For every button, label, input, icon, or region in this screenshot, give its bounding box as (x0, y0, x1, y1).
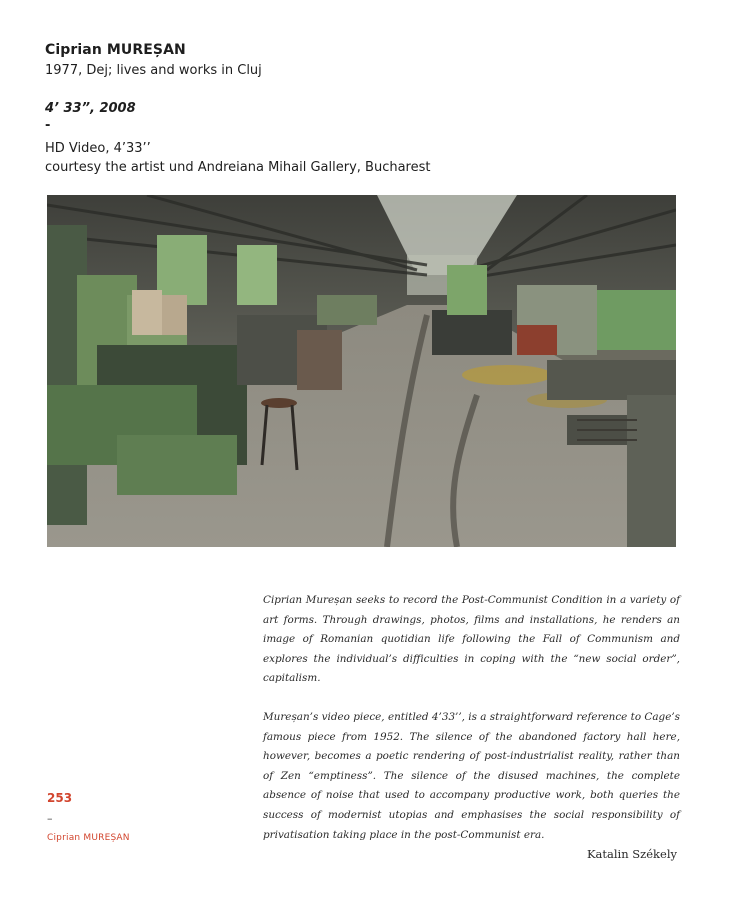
footer-dash: – (47, 812, 53, 825)
essay-author: Katalin Székely (586, 847, 677, 861)
essay-body (263, 591, 680, 845)
artist-bio: 1977, Dej; lives and works in Cluj (45, 63, 262, 78)
factory-hall-photo (47, 195, 676, 547)
courtesy-line: courtesy the artist und Andreiana Mihail Gallery, Bucharest (45, 160, 431, 175)
work-title: 4’ 33”, 2008 (45, 101, 136, 116)
essay-paragraph: Mureșan’s video piece, entitled 4’33’’, is a straightforward reference to Cage’s famous piece from 1952. The silence of the abandoned factory hall here, however, becomes a poetic rendering of post-industrialist reality, rather than of Zen “emptiness”. The silence of the disused machines, the complete absence of noise that used to accompany productive work, both queries the success of modernist utopias and emphasises the social responsibility of privatisation taking place in the post-Communist era. (263, 710, 680, 841)
artist-name: Ciprian MUREȘAN (45, 42, 186, 58)
essay-paragraph: Ciprian Mureșan seeks to record the Post-Communist Condition in a variety of art forms. Through drawings, photos, films and installations, he renders an image of Romanian quotidian life following the Fall of Communism and explores the individual’s difficulties in coping with the “new social order”, capitalism. (263, 594, 680, 685)
work-medium: HD Video, 4’33’’ (45, 141, 151, 156)
title-dash: - (45, 118, 51, 133)
page-number: 253 (47, 791, 73, 805)
footer-artist-name: Ciprian MUREȘAN (47, 833, 130, 843)
